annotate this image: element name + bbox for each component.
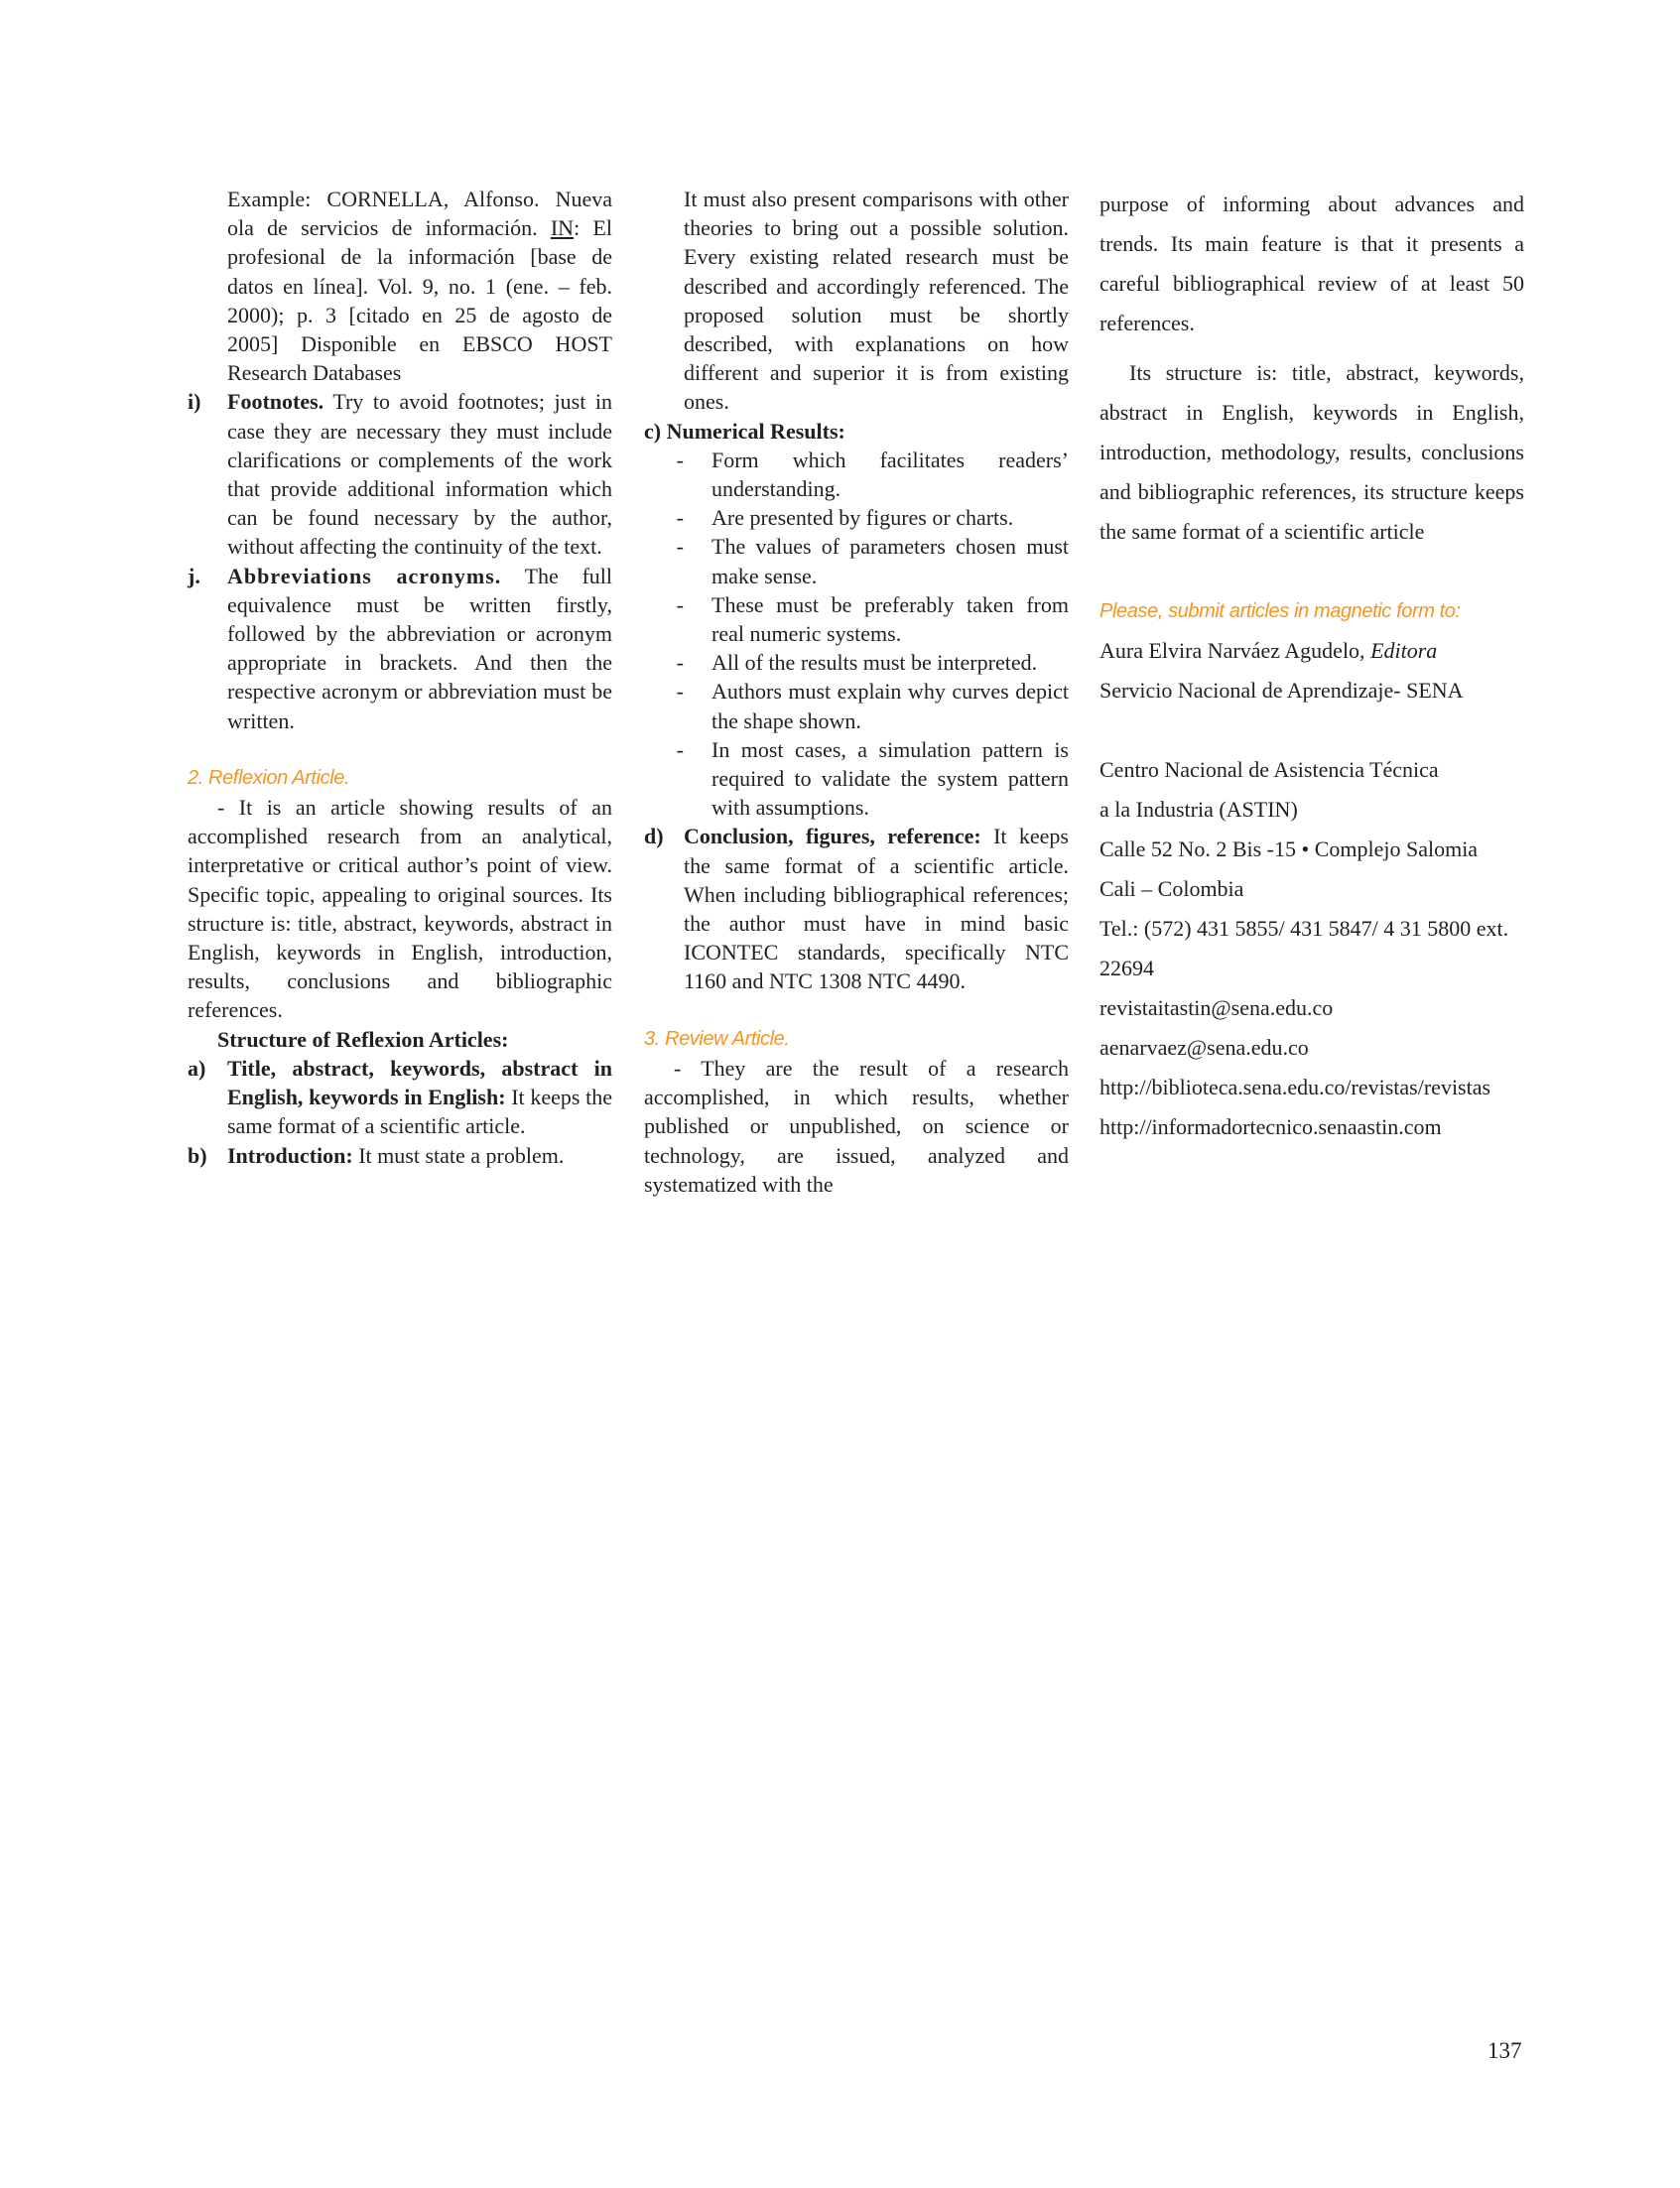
list-label: i) [188, 389, 201, 415]
numerical-results-item-text: Form which facilitates readers’ understanding. [711, 447, 1069, 502]
list-label: d) [644, 824, 664, 849]
center-name-line1: Centro Nacional de Asistencia Técnica [1099, 757, 1439, 782]
column-right [1099, 185, 1524, 1147]
introduction-title: Introduction: [227, 1142, 353, 1168]
footnotes-text: Try to avoid footnotes; just in case they are necessary they must include clarifications or complements of the work that provide additional information which can be found necessary by the author, without affecting the continuity of the text. [227, 389, 612, 560]
numerical-results-item-text: All of the results must be interpreted. [711, 650, 1038, 676]
dash-bullet: - [676, 505, 684, 531]
numerical-results-item [644, 532, 1069, 589]
column-left [188, 185, 612, 1170]
phone: Tel.: (572) 431 5855/ 431 5847/ 4 31 5800 ext. 22694 [1099, 916, 1509, 980]
title-abstract-paragraph [227, 1054, 612, 1141]
review-paragraph-continued: purpose of informing about advances and trends. Its main feature is that it presents a careful bibliographical review of at least 50 references. [1099, 192, 1524, 335]
list-item-conclusion [644, 822, 1069, 995]
numerical-results-item-text: These must be preferably taken from real numeric systems. [711, 591, 1069, 647]
abbreviations-paragraph [227, 562, 612, 735]
section-heading-reflexion: 2. Reflexion Article. [188, 766, 350, 789]
numerical-results-item-text: Authors must explain why curves depict the shape shown. [711, 679, 1069, 733]
list-label: j. [188, 563, 200, 588]
introduction-continued: It must also present comparisons with other theories to bring out a possible solution. Every existing related research must be described and accordingly referenced. The proposed solution must be shortly described, with explanations on how different and superior it is from existing ones. [684, 187, 1069, 415]
footnotes-title: Footnotes. [227, 389, 324, 415]
abbreviations-text: The full equivalence must be written firstly, followed by the abbreviation or acronym appropriate in brackets. And then the respective acronym or abbreviation must be written. [227, 563, 613, 733]
structure-heading: Structure of Reflexion Articles: [217, 1026, 509, 1052]
address: Calle 52 No. 2 Bis -15 • Complejo Salomia [1099, 837, 1479, 861]
citation-example-text: Example: CORNELLA, Alfonso. Nueva ola de servicios de información. [227, 187, 612, 241]
title-abstract-text: It keeps the same format of a scientific article. [227, 1085, 613, 1139]
footnotes-paragraph [227, 387, 612, 561]
review-structure-paragraph: Its structure is: title, abstract, keywords, abstract in English, keywords in English, introduction, methodology, results, conclusions and bibliographic references, its structure keeps the same format of a scientific article [1099, 360, 1524, 544]
citation-in-label: IN [550, 215, 575, 241]
dash-bullet: - [676, 534, 684, 560]
list-item-introduction [188, 1141, 612, 1170]
citation-example [188, 185, 612, 387]
list-item-abbreviations [188, 562, 612, 735]
list-item-footnotes [188, 387, 612, 561]
editor-name: Aura Elvira Narváez Agudelo, [1099, 638, 1371, 663]
list-label: b) [188, 1142, 207, 1168]
conclusion-title: Conclusion, figures, reference: [684, 824, 981, 849]
introduction-paragraph [227, 1141, 612, 1170]
numerical-results-item [644, 446, 1069, 503]
reflexion-paragraph: - It is an article showing results of an accomplished research from an analytical, interpretative or critical author’s point of view. Specific topic, appealing to original sources. Its structure is: title, abstract, keywords, abstract in English, keywords in English, introduction, results, conclusions and bibliographic references. [188, 795, 612, 1023]
list-item-title-abstract [188, 1054, 612, 1141]
numerical-results-item [644, 503, 1069, 532]
numerical-results-list [644, 446, 1069, 823]
numerical-results-heading: c) Numerical Results: [644, 418, 845, 444]
dash-bullet: - [676, 736, 684, 762]
url-link-2[interactable]: http://informadortecnico.senaastin.com [1099, 1114, 1442, 1139]
editor-role: Editora [1370, 638, 1438, 663]
numerical-results-item [644, 590, 1069, 648]
numerical-results-item [644, 735, 1069, 823]
url-link-1[interactable]: http://biblioteca.sena.edu.co/revistas/revistas [1099, 1075, 1491, 1099]
dash-bullet: - [676, 447, 684, 472]
column-middle [644, 185, 1069, 1199]
conclusion-text: It keeps the same format of a scientific article. When including bibliographical references; the author must have in mind basic ICONTEC standards, specifically NTC 1160 and NTC 1308 NTC 4490. [684, 824, 1069, 994]
page-number: 137 [1487, 2038, 1522, 2063]
section-heading-review: 3. Review Article. [644, 1027, 790, 1050]
email-link-2[interactable]: aenarvaez@sena.edu.co [1099, 1035, 1309, 1060]
citation-example-rest: : El profesional de la información [base de datos en línea]. Vol. 9, no. 1 (ene. – feb. 2000); p. 3 [citado en 25 de agosto de 2005] Disponible en EBSCO HOST Research Databases [227, 215, 612, 386]
numerical-results-item-text: Are presented by figures or charts. [711, 505, 1014, 531]
editor-line [1099, 631, 1524, 671]
introduction-text: It must state a problem. [352, 1142, 565, 1168]
title-abstract-title: Title, abstract, keywords, abstract in English, keywords in English: [227, 1055, 612, 1110]
email-link-1[interactable]: revistaitastin@sena.edu.co [1099, 995, 1334, 1020]
conclusion-paragraph [684, 822, 1069, 995]
list-label: a) [188, 1055, 206, 1081]
review-paragraph: - They are the result of a research accomplished, in which results, whether published or unpublished, on science or technology, are issued, analyzed and systematized with the [644, 1055, 1069, 1197]
center-name-line2: a la Industria (ASTIN) [1099, 797, 1298, 822]
numerical-results-item-text: The values of parameters chosen must make sense. [711, 534, 1069, 588]
dash-bullet: - [676, 650, 684, 676]
dash-bullet: - [676, 591, 684, 617]
dash-bullet: - [676, 679, 684, 705]
submit-heading: Please, submit articles in magnetic form to: [1099, 600, 1461, 622]
abbreviations-title: Abbreviations acronyms. [227, 563, 502, 588]
organization-name: Servicio Nacional de Aprendizaje- SENA [1099, 678, 1464, 703]
numerical-results-item [644, 648, 1069, 677]
numerical-results-item [644, 677, 1069, 734]
numerical-results-item-text: In most cases, a simulation pattern is required to validate the system pattern with assumptions. [711, 736, 1069, 821]
city: Cali – Colombia [1099, 876, 1244, 901]
